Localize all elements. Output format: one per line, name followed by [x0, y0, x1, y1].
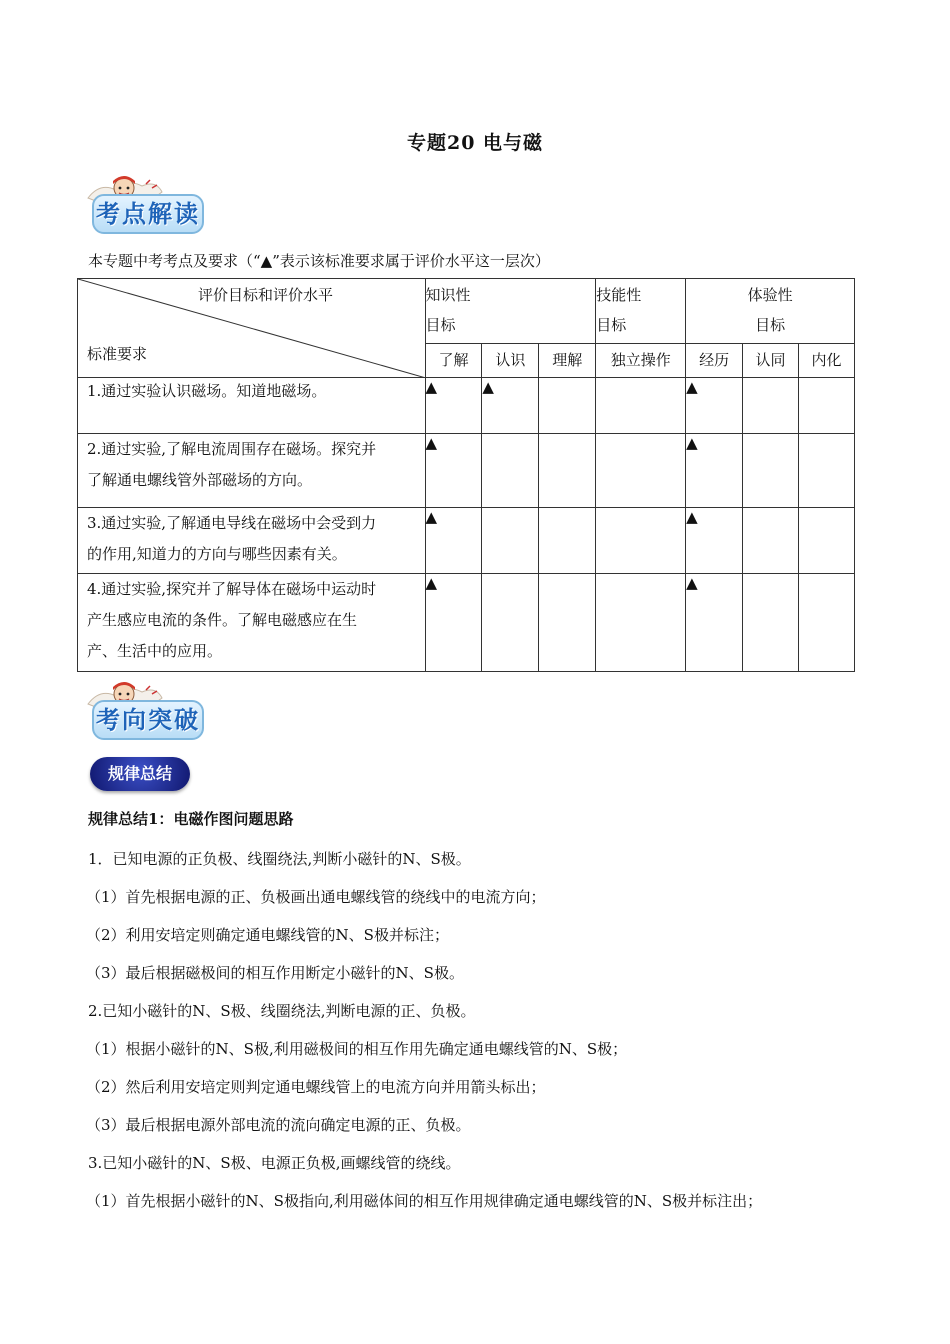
diag-bottom-label: 标准要求 [87, 345, 148, 363]
requirement-line: 产生感应电流的条件。了解电磁感应在生 [87, 611, 358, 629]
group-knowledge [425, 279, 596, 344]
summary-line: （2）然后利用安培定则判定通电螺线管上的电流方向并用箭头标出； [86, 1078, 546, 1096]
group-experience [686, 279, 855, 344]
group-experience-line1: 体验性 [747, 286, 793, 304]
row-requirement [78, 378, 426, 434]
mark-cell: ▲ [425, 574, 482, 672]
requirement-line: 了解通电螺线管外部磁场的方向。 [87, 471, 313, 489]
mark-cell [798, 434, 854, 508]
level-cell: 认识 [482, 344, 539, 378]
mark-cell [539, 508, 596, 574]
kaodian-tag: 考点解读 [92, 194, 204, 234]
kaoxiang-tag: 考向突破 [92, 700, 204, 740]
mark-cell [798, 508, 854, 574]
table-row [78, 508, 855, 574]
level-cell: 内化 [798, 344, 854, 378]
mark-cell: ▲ [482, 378, 539, 434]
mark-cell: ▲ [425, 434, 482, 508]
row-requirement [78, 508, 426, 574]
mark-cell [596, 574, 686, 672]
group-skill-line2: 目标 [596, 316, 627, 334]
requirement-line: 3.通过实验,了解通电导线在磁场中会受到力 [87, 514, 377, 532]
mark-cell [596, 508, 686, 574]
row-requirement [78, 434, 426, 508]
table-row [78, 434, 855, 508]
summary-line: 1．已知电源的正负极、线圈绕法,判断小磁针的N、S极。 [88, 850, 471, 868]
diag-top-label: 评价目标和评价水平 [198, 286, 334, 304]
mark-cell [743, 434, 799, 508]
intro-text: 本专题中考考点及要求（“▲”表示该标准要求属于评价水平这一层次） [88, 252, 550, 270]
page-title: 专题20 电与磁 [406, 132, 544, 154]
level-cell: 经历 [686, 344, 743, 378]
section-banner-kaodian [86, 172, 216, 238]
mark-cell [539, 378, 596, 434]
requirements-table [77, 278, 855, 672]
section-banner-kaoxiang [86, 678, 216, 744]
summary-line: （3）最后根据电源外部电流的流向确定电源的正、负极。 [86, 1116, 471, 1134]
requirement-line: 的作用,知道力的方向与哪些因素有关。 [87, 545, 347, 563]
summary-heading: 规律总结1：电磁作图问题思路 [88, 810, 294, 828]
summary-line: 2.已知小磁针的N、S极、线圈绕法,判断电源的正、负极。 [88, 1002, 476, 1020]
summary-line: （2）利用安培定则确定通电螺线管的N、S极并标注； [86, 926, 449, 944]
group-skill [596, 279, 686, 344]
level-cell: 认同 [743, 344, 799, 378]
mark-cell [539, 434, 596, 508]
requirement-line: 产、生活中的应用。 [87, 642, 223, 660]
mark-cell [743, 508, 799, 574]
table-row [78, 574, 855, 672]
mark-cell [596, 434, 686, 508]
mark-cell [596, 378, 686, 434]
summary-line: （3）最后根据磁极间的相互作用断定小磁针的N、S极。 [86, 964, 464, 982]
summary-line: （1）首先根据小磁针的N、S极指向,利用磁体间的相互作用规律确定通电螺线管的N、S极并标注出； [86, 1192, 763, 1210]
requirement-line: 1.通过实验认识磁场。知道地磁场。 [87, 382, 327, 400]
table-row [78, 378, 855, 434]
mark-cell: ▲ [686, 378, 743, 434]
diagonal-header-cell [78, 279, 426, 378]
mark-cell: ▲ [686, 508, 743, 574]
summary-line: （1）首先根据电源的正、负极画出通电螺线管的绕线中的电流方向； [86, 888, 546, 906]
group-experience-line2: 目标 [755, 316, 786, 334]
summary-pill: 规律总结 [90, 757, 190, 791]
mark-cell [482, 508, 539, 574]
mark-cell: ▲ [686, 574, 743, 672]
mark-cell: ▲ [425, 378, 482, 434]
requirement-line: 2.通过实验,了解电流周围存在磁场。探究并 [87, 440, 377, 458]
mark-cell [482, 434, 539, 508]
mark-cell [798, 378, 854, 434]
level-cell: 了解 [425, 344, 482, 378]
row-requirement [78, 574, 426, 672]
level-cell: 理解 [539, 344, 596, 378]
group-knowledge-line2: 目标 [425, 316, 456, 334]
group-knowledge-line1: 知识性 [425, 286, 471, 304]
summary-line: 3.已知小磁针的N、S极、电源正负极,画螺线管的绕线。 [88, 1154, 461, 1172]
mark-cell [482, 574, 539, 672]
mark-cell [743, 574, 799, 672]
requirement-line: 4.通过实验,探究并了解导体在磁场中运动时 [87, 580, 377, 598]
summary-line: （1）根据小磁针的N、S极,利用磁极间的相互作用先确定通电螺线管的N、S极； [86, 1040, 628, 1058]
mark-cell [743, 378, 799, 434]
mark-cell [539, 574, 596, 672]
mark-cell: ▲ [425, 508, 482, 574]
mark-cell: ▲ [686, 434, 743, 508]
level-cell: 独立操作 [596, 344, 686, 378]
group-skill-line1: 技能性 [596, 286, 642, 304]
mark-cell [798, 574, 854, 672]
